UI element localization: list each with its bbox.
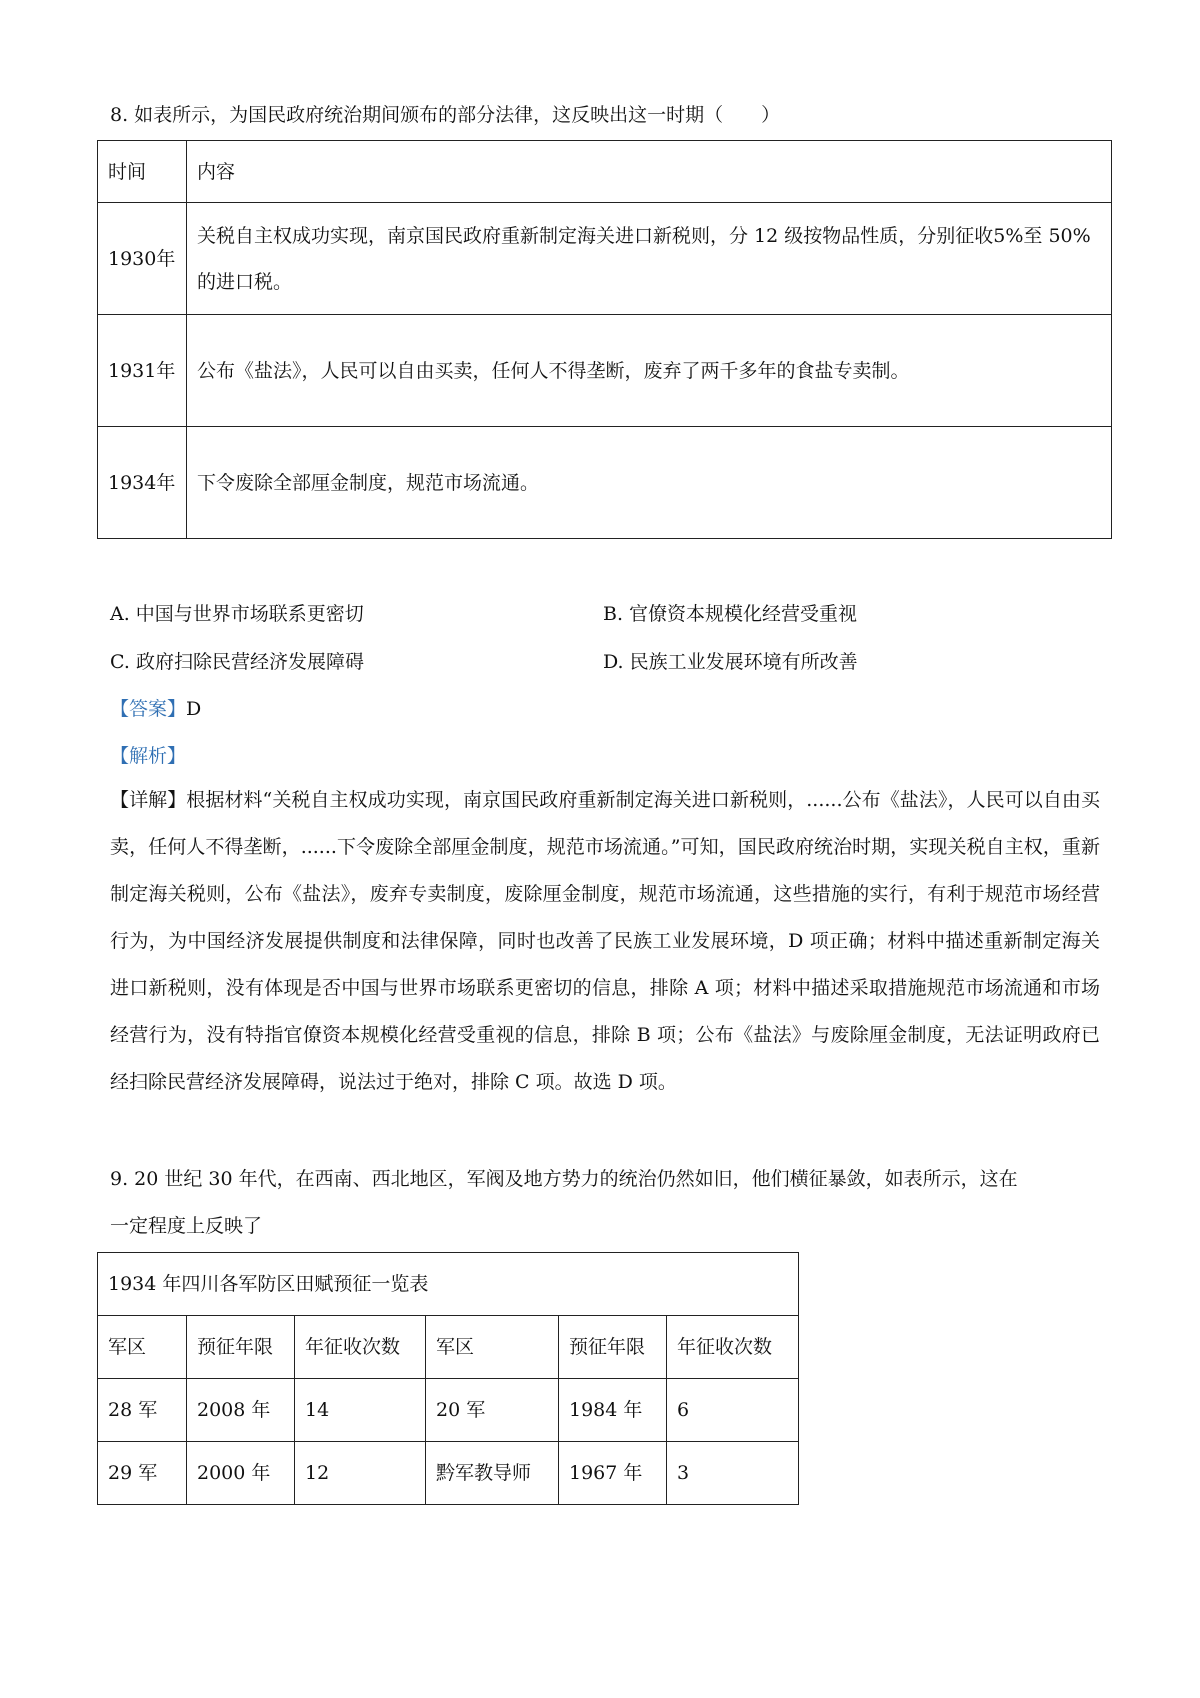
header-cell: 军区: [98, 1316, 187, 1379]
option-c: C. 政府扫除民营经济发展障碍: [110, 651, 364, 673]
table-header-row: [98, 141, 1112, 203]
row-content: 关税自主权成功实现，南京国民政府重新制定海关进口新税则，分 12 级按物品性质，分别征收5%至 50%的进口税。: [187, 203, 1112, 315]
header-cell: 预征年限: [559, 1316, 667, 1379]
header-cell: 预征年限: [187, 1316, 295, 1379]
question-9-stem-line1: 9. 20 世纪 30 年代，在西南、西北地区，军阀及地方势力的统治仍然如旧，他们横征暴敛，如表所示，这在: [110, 1168, 1018, 1190]
detail-text: 根据材料“关税自主权成功实现，南京国民政府重新制定海关进口新税则，......公布《盐法》，人民可以自由买卖，任何人不得垄断，......下令废除全部厘金制度，规范市场流通。”可知，国民政府统治时期，实现关税自主权，重新制定海关税则，公布《盐法》，废弃专卖制度，废除厘金制度，规范市场流通，这些措施的实行，有利于规范市场经营行为，为中国经济发展提供制度和法律保障，同时也改善了民族工业发展环境，D 项正确；材料中描述重新制定海关进口新税则，没有体现是否中国与世界市场联系更密切的信息，排除 A 项；材料中描述采取措施规范市场流通和市场经营行为，没有特指官僚资本规模化经营受重视的信息，排除 B 项；公布《盐法》与废除厘金制度，无法证明政府已经扫除民营经济发展障碍，说法过于绝对，排除 C 项。故选 D 项。: [110, 789, 1100, 1093]
answer-line: [110, 694, 201, 721]
header-cell: 军区: [426, 1316, 559, 1379]
row-content: 下令废除全部厘金制度，规范市场流通。: [187, 427, 1112, 539]
header-content: 内容: [187, 141, 1112, 203]
row-content: 公布《盐法》，人民可以自由买卖，任何人不得垄断，废弃了两千多年的食盐专卖制。: [187, 315, 1112, 427]
table-cell: 1984 年: [559, 1379, 667, 1442]
header-time: 时间: [98, 141, 187, 203]
option-b: B. 官僚资本规模化经营受重视: [603, 603, 858, 625]
table-row: [98, 203, 1112, 315]
table-row: [98, 1379, 799, 1442]
table-cell: 20 军: [426, 1379, 559, 1442]
table-cell: 2008 年: [187, 1379, 295, 1442]
table-cell: 2000 年: [187, 1442, 295, 1505]
row-time: 1931年: [98, 315, 187, 427]
table-cell: 6: [667, 1379, 799, 1442]
tax-table: [97, 1252, 799, 1505]
header-cell: 年征收次数: [295, 1316, 426, 1379]
detail-tag: 【详解】: [110, 789, 187, 811]
analysis-tag: 【解析】: [110, 745, 187, 767]
row-time: 1934年: [98, 427, 187, 539]
header-cell: 年征收次数: [667, 1316, 799, 1379]
row-time: 1930年: [98, 203, 187, 315]
table-title: 1934 年四川各军防区田赋预征一览表: [98, 1253, 799, 1316]
table-cell: 28 军: [98, 1379, 187, 1442]
table-cell: 14: [295, 1379, 426, 1442]
option-d: D. 民族工业发展环境有所改善: [603, 651, 858, 673]
table-title-row: [98, 1253, 799, 1316]
question-9-stem-line2: 一定程度上反映了: [110, 1215, 263, 1237]
table-cell: 29 军: [98, 1442, 187, 1505]
answer-tag: 【答案】: [110, 698, 187, 720]
option-a: A. 中国与世界市场联系更密切: [110, 603, 364, 625]
table-cell: 12: [295, 1442, 426, 1505]
table-header-row: [98, 1316, 799, 1379]
question-8-stem: 8. 如表所示，为国民政府统治期间颁布的部分法律，这反映出这一时期（ ）: [110, 104, 781, 126]
table-row: [98, 427, 1112, 539]
table-cell: 黔军教导师: [426, 1442, 559, 1505]
table-cell: 3: [667, 1442, 799, 1505]
answer-value: D: [186, 698, 202, 720]
table-row: [98, 1442, 799, 1505]
table-cell: 1967 年: [559, 1442, 667, 1505]
law-table: [97, 140, 1112, 539]
table-row: [98, 315, 1112, 427]
detail-paragraph: [110, 777, 1100, 1106]
